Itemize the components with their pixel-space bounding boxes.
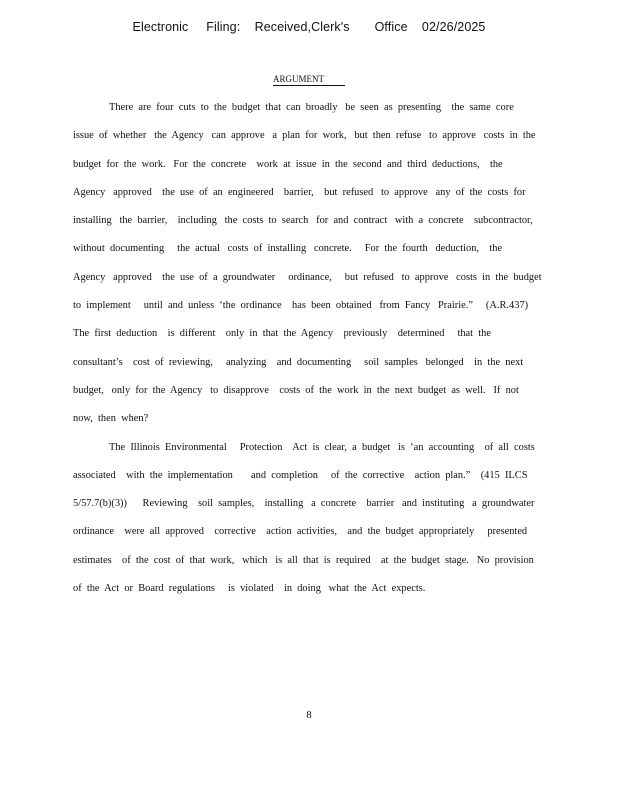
- text-line: Agency approved the use of a groundwater ordinance, but refused to approve costs in the budget: [73, 271, 542, 283]
- text-line: 5/57.7(b)(3)) Reviewing soil samples, installing a concrete barrier and instituting a groundwater: [73, 498, 535, 510]
- text-line: budget for the work. For the concrete work at issue in the second and third deductions, the: [73, 158, 503, 170]
- text-line: budget, only for the Agency to disapprove costs of the work in the next budget as well. If not: [73, 384, 519, 396]
- text-line: without documenting the actual costs of installing concrete. For the fourth deduction, the: [73, 243, 503, 255]
- body-text: [73, 98, 543, 607]
- text-line: Agency approved the use of an engineered barrier, but refused to approve any of the costs for: [73, 186, 526, 198]
- section-heading-text: ARGUMENT: [273, 74, 345, 86]
- text-line: issue of whether the Agency can approve a plan for work, but then refuse to approve costs in the: [73, 130, 536, 142]
- text-line: consultant’s cost of reviewing, analyzing and documenting soil samples belonged in the next: [73, 356, 524, 368]
- text-line: There are four cuts to the budget that can broadly be seen as presenting the same core: [109, 102, 514, 113]
- text-line: The Illinois Environmental Protection Act is clear, a budget is ‘an accounting of all costs: [109, 441, 535, 453]
- text-line: now, then when?: [73, 413, 149, 425]
- text-line: The first deduction is different only in that the Agency previously determined that the: [73, 328, 491, 340]
- text-line: installing the barrier, including the costs to search for and contract with a concrete subcontractor,: [73, 215, 533, 227]
- text-line: estimates of the cost of that work, which is all that is required at the budget stage. No provision: [73, 554, 534, 566]
- text-line: to implement until and unless ‘the ordinance has been obtained from Fancy Prairie.” (A.R.437): [73, 300, 529, 312]
- section-heading: [0, 74, 618, 86]
- text-line: associated with the implementation and completion of the corrective action plan.” (415 ILCS: [73, 469, 528, 481]
- page-number: 8: [306, 710, 312, 721]
- text-line: ordinance were all approved corrective action activities, and the budget appropriately presented: [73, 526, 528, 538]
- text-line: of the Act or Board regulations is violated in doing what the Act expects.: [73, 583, 426, 595]
- filing-stamp-header: Electronic Filing: Received,Clerk's Office 02/26/2025: [132, 20, 486, 34]
